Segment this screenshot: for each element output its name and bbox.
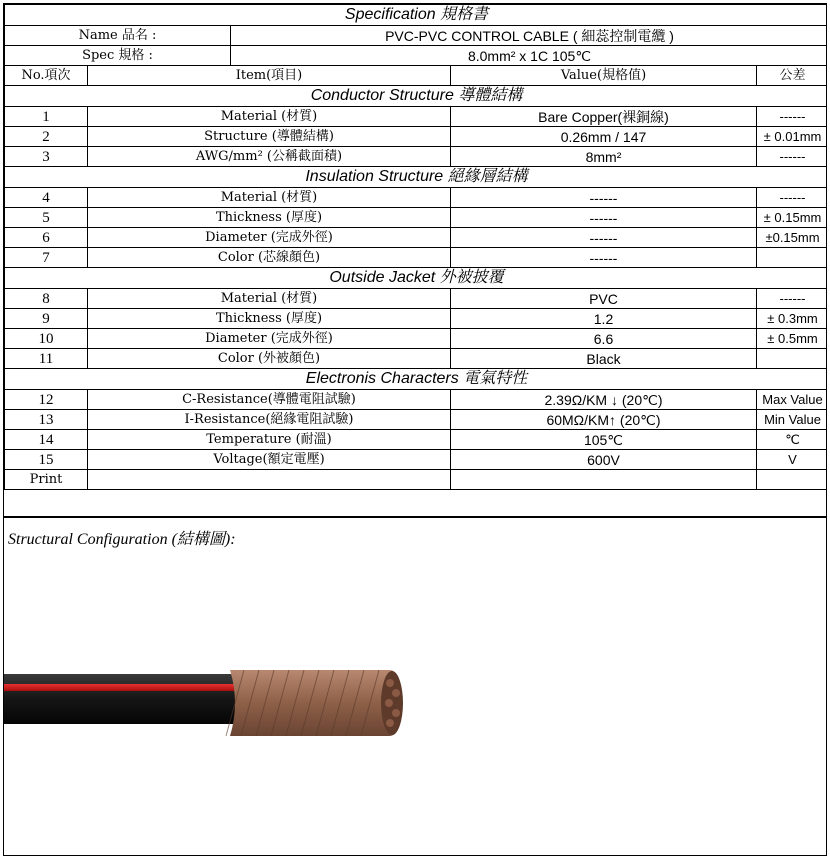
row-value: ------ [451, 188, 757, 208]
document-title: Specification 規格書 [5, 5, 828, 26]
table-row [5, 289, 828, 309]
name-label: Name 品名 : [5, 26, 231, 46]
row-item: Material (材質) [88, 188, 451, 208]
table-row [5, 147, 828, 167]
row-value: ------ [451, 248, 757, 268]
table-row [5, 248, 828, 268]
col-header-tolerance: 公差 [757, 66, 828, 86]
row-number: 14 [5, 430, 88, 450]
row-item: Color (芯線顏色) [88, 248, 451, 268]
row-number: 8 [5, 289, 88, 309]
table-row [5, 390, 828, 410]
col-header-no: No.項次 [5, 66, 88, 86]
row-tolerance: ±0.15mm [757, 228, 828, 248]
row-tolerance: ± 0.3mm [757, 309, 828, 329]
table-row [5, 107, 828, 127]
row-number: 15 [5, 450, 88, 470]
row-number: 6 [5, 228, 88, 248]
col-header-value: Value(規格值) [451, 66, 757, 86]
section-title: Outside Jacket 外被披覆 [5, 268, 828, 289]
print-cell [88, 470, 451, 490]
row-number: 10 [5, 329, 88, 349]
row-tolerance [757, 349, 828, 369]
row-item: Diameter (完成外徑) [88, 228, 451, 248]
row-tolerance: ± 0.01mm [757, 127, 828, 147]
row-value: 60MΩ/KM↑ (20℃) [451, 410, 757, 430]
row-item: Material (材質) [88, 289, 451, 309]
print-label: Print [5, 470, 88, 490]
table-row [5, 309, 828, 329]
row-tolerance: ------ [757, 289, 828, 309]
row-value: ------ [451, 228, 757, 248]
row-tolerance: V [757, 450, 828, 470]
row-value: 600V [451, 450, 757, 470]
row-item: Structure (導體結構) [88, 127, 451, 147]
spec-label: Spec 規格 : [5, 46, 231, 66]
structural-configuration [4, 516, 826, 856]
col-header-item: Item(項目) [88, 66, 451, 86]
row-item: Voltage(額定電壓) [88, 450, 451, 470]
row-number: 5 [5, 208, 88, 228]
row-item: C-Resistance(導體電阻試驗) [88, 390, 451, 410]
config-label: Structural Configuration (結構圖): [8, 531, 236, 548]
table-row [5, 450, 828, 470]
spec-sheet [3, 3, 827, 856]
row-item: Temperature (耐溫) [88, 430, 451, 450]
row-tolerance: ------ [757, 147, 828, 167]
row-tolerance [757, 248, 828, 268]
row-tolerance: ± 0.15mm [757, 208, 828, 228]
table-row [5, 329, 828, 349]
red-stripe [4, 684, 244, 691]
row-number: 2 [5, 127, 88, 147]
print-cell [757, 470, 828, 490]
spec-table [4, 4, 827, 490]
row-number: 4 [5, 188, 88, 208]
row-value: ------ [451, 208, 757, 228]
cable-illustration [4, 658, 424, 748]
row-tolerance: ℃ [757, 430, 828, 450]
row-item: Color (外被顏色) [88, 349, 451, 369]
table-row [5, 228, 828, 248]
row-value: 105℃ [451, 430, 757, 450]
spec-value: 8.0mm² x 1C 105℃ [231, 46, 828, 66]
row-value: 8mm² [451, 147, 757, 167]
row-number: 9 [5, 309, 88, 329]
row-tolerance: Max Value [757, 390, 828, 410]
table-row [5, 127, 828, 147]
row-tolerance: ± 0.5mm [757, 329, 828, 349]
row-value: 6.6 [451, 329, 757, 349]
row-tolerance: ------ [757, 188, 828, 208]
table-row [5, 349, 828, 369]
row-tolerance: Min Value [757, 410, 828, 430]
row-number: 11 [5, 349, 88, 369]
row-number: 12 [5, 390, 88, 410]
table-row [5, 410, 828, 430]
row-tolerance: ------ [757, 107, 828, 127]
row-value: Bare Copper(裸銅線) [451, 107, 757, 127]
table-row [5, 430, 828, 450]
row-value: PVC [451, 289, 757, 309]
name-value: PVC-PVC CONTROL CABLE ( 細蕊控制電纜 ) [231, 26, 828, 46]
row-number: 1 [5, 107, 88, 127]
table-row [5, 188, 828, 208]
row-item: Thickness (厚度) [88, 309, 451, 329]
row-number: 13 [5, 410, 88, 430]
section-title: Insulation Structure 絕緣層結構 [5, 167, 828, 188]
row-value: 2.39Ω/KM ↓ (20℃) [451, 390, 757, 410]
row-item: Thickness (厚度) [88, 208, 451, 228]
row-item: AWG/mm² (公稱截面積) [88, 147, 451, 167]
row-number: 7 [5, 248, 88, 268]
table-row [5, 208, 828, 228]
row-item: Diameter (完成外徑) [88, 329, 451, 349]
row-item: Material (材質) [88, 107, 451, 127]
jacket [4, 674, 244, 724]
row-value: Black [451, 349, 757, 369]
row-value: 1.2 [451, 309, 757, 329]
row-number: 3 [5, 147, 88, 167]
row-item: I-Resistance(絕緣電阻試驗) [88, 410, 451, 430]
row-value: 0.26mm / 147 [451, 127, 757, 147]
section-title: Electronis Characters 電氣特性 [5, 369, 828, 390]
section-title: Conductor Structure 導體結構 [5, 86, 828, 107]
print-cell [451, 470, 757, 490]
